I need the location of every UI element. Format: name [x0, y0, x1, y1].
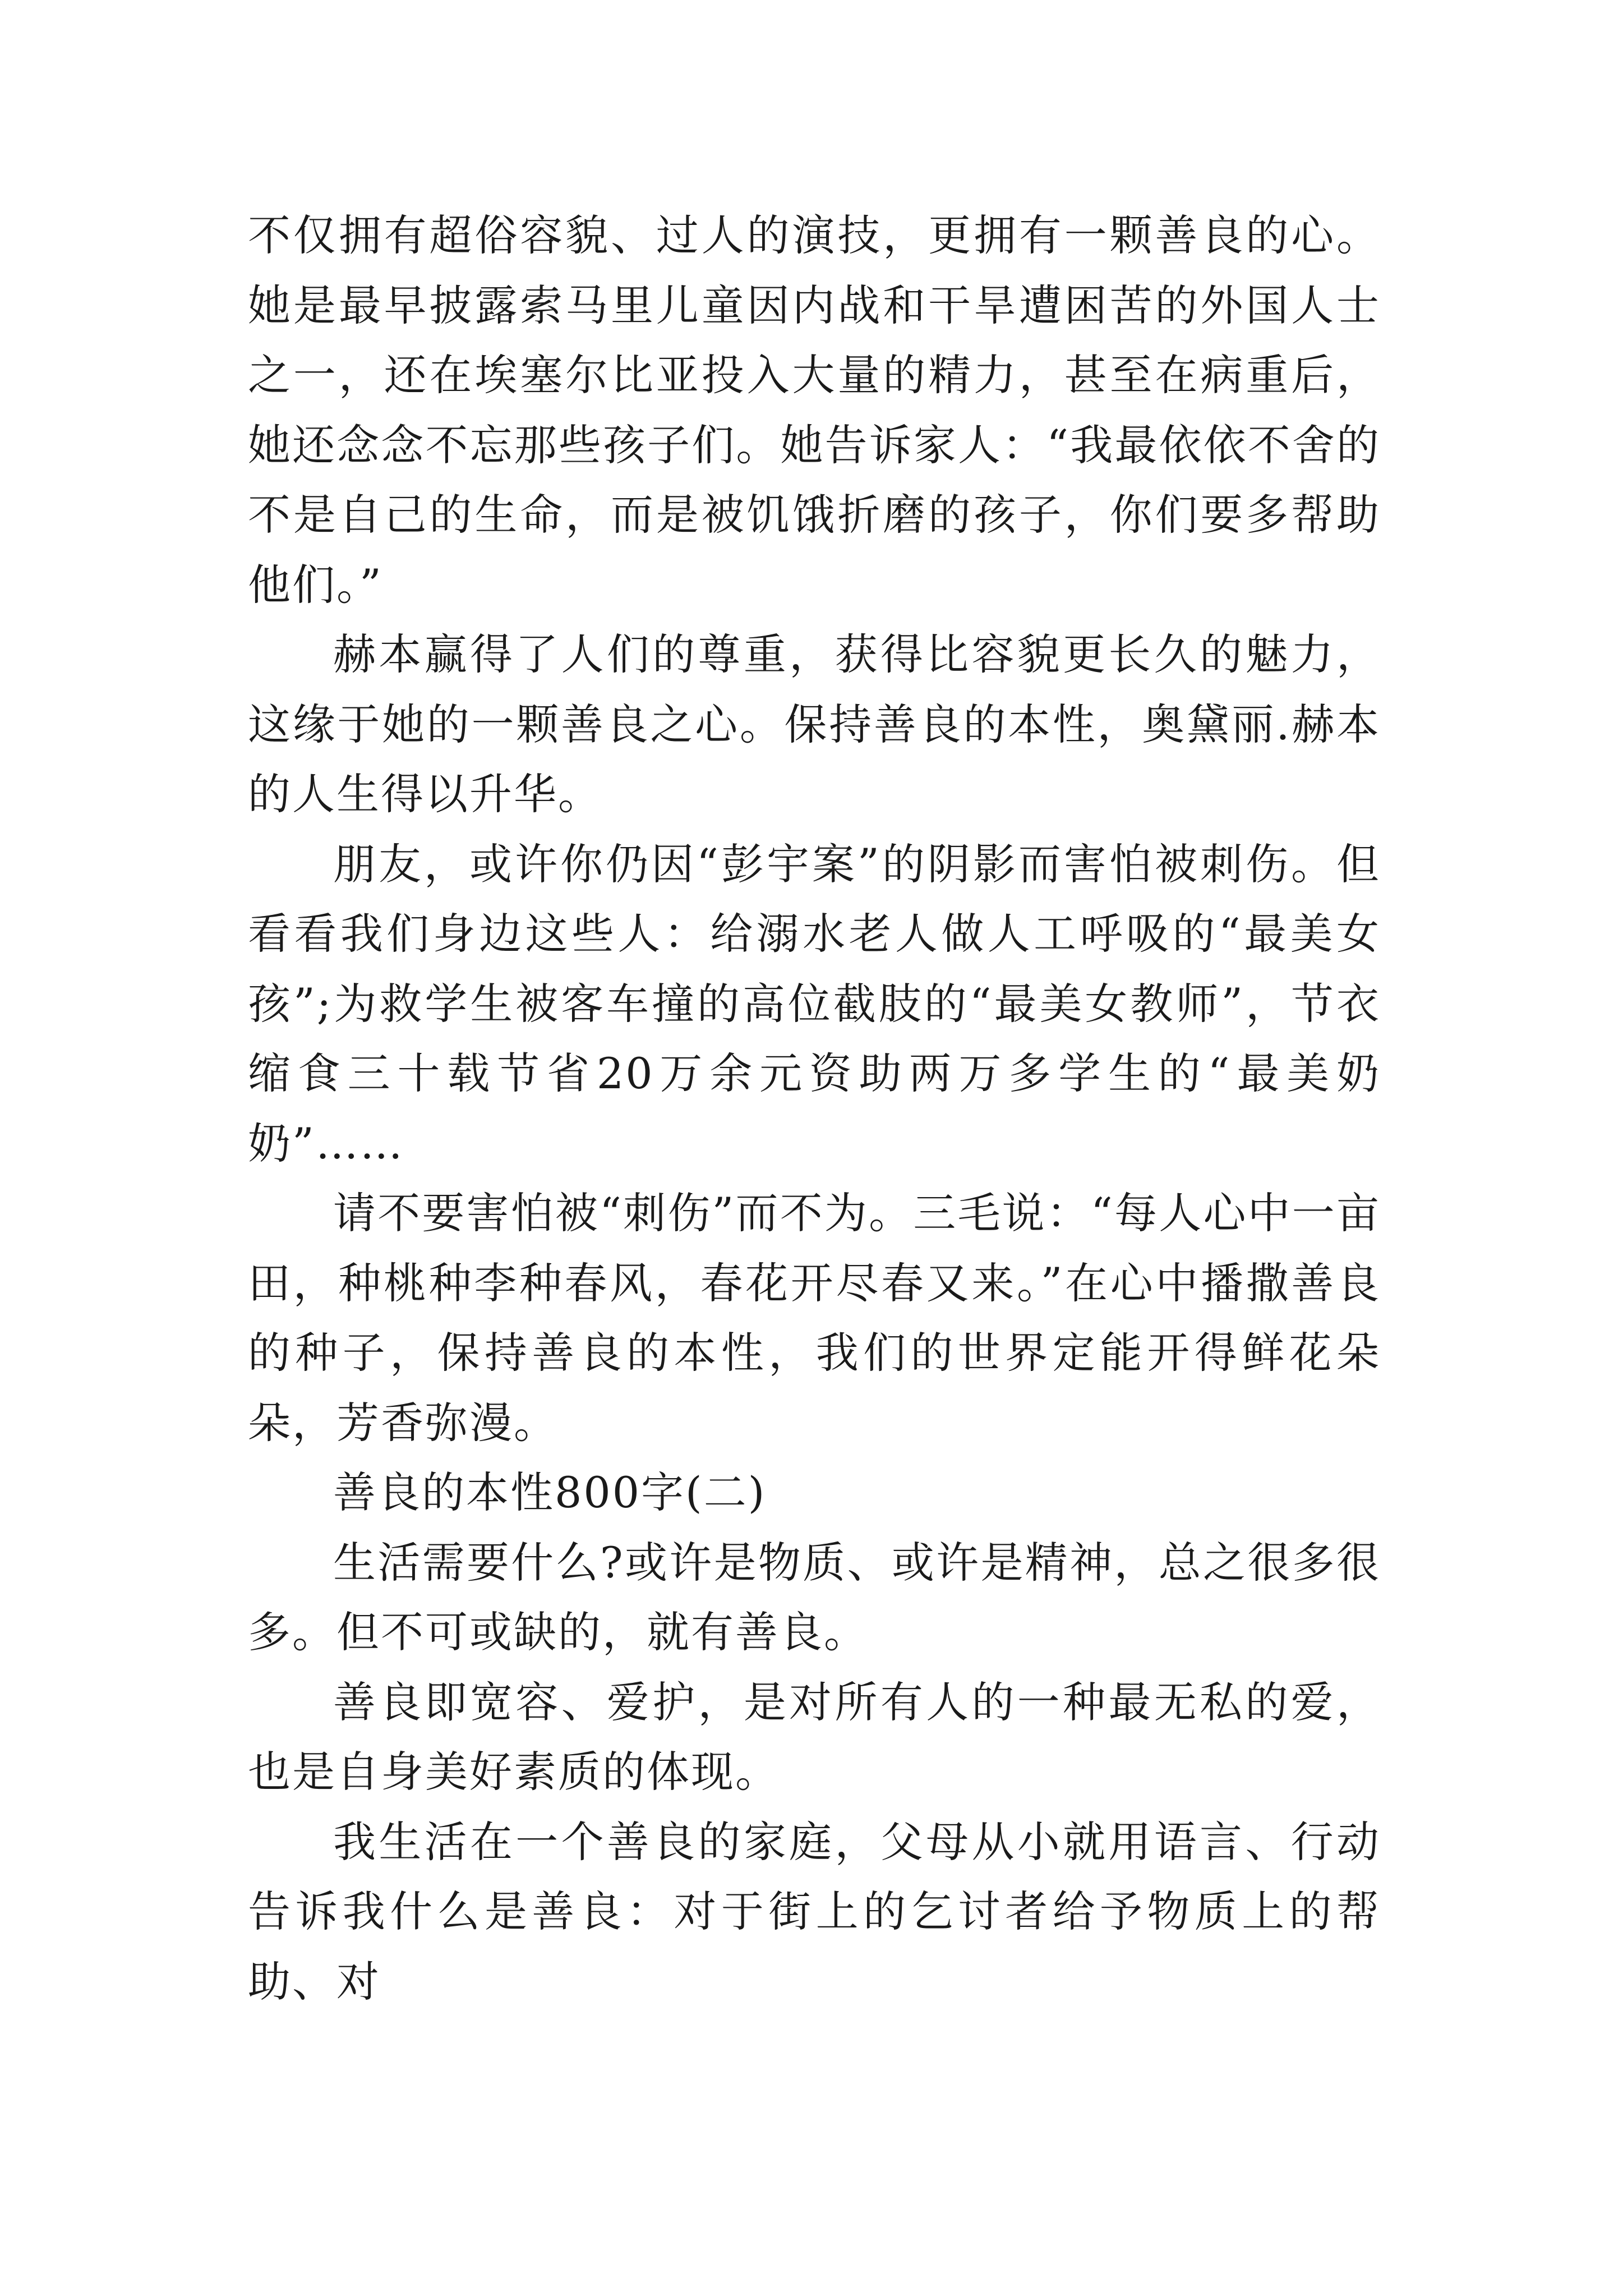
- paragraph: 赫本赢得了人们的尊重，获得比容貌更长久的魅力，这缘于她的一颗善良之心。保持善良的本性，奥黛丽.赫本的人生得以升华。: [248, 629, 1381, 819]
- paragraph: 不仅拥有超俗容貌、过人的演技，更拥有一颗善良的心。她是最早披露索马里儿童因内战和干旱遭困苦的外国人士之一，还在埃塞尔比亚投入大量的精力，甚至在病重后，她还念念不忘那些孩子们。她告诉家人：“我最依依不舍的不是自己的生命，而是被饥饿折磨的孩子，你们要多帮助他们。”: [248, 210, 1381, 610]
- body-text: [248, 201, 1381, 2017]
- paragraph: 生活需要什么?或许是物质、或许是精神，总之很多很多。但不可或缺的，就有善良。: [248, 1537, 1381, 1657]
- section-heading: 善良的本性800字(二): [333, 1467, 767, 1517]
- paragraph: 请不要害怕被“刺伤”而不为。三毛说：“每人心中一亩田，种桃种李种春风，春花开尽春又来。”在心中播撒善良的种子，保持善良的本性，我们的世界定能开得鲜花朵朵，芳香弥漫。: [248, 1188, 1381, 1448]
- paragraph: 我生活在一个善良的家庭，父母从小就用语言、行动告诉我什么是善良：对于街上的乞讨者给予物质上的帮助、对: [248, 1816, 1381, 2007]
- paragraph: 朋友，或许你仍因“彭宇案”的阴影而害怕被刺伤。但看看我们身边这些人：给溺水老人做人工呼吸的“最美女孩”;为救学生被客车撞的高位截肢的“最美女教师”，节衣缩食三十载节省20万余元资助两万多学生的“最美奶奶”……: [248, 839, 1381, 1168]
- paragraph: 善良即宽容、爱护，是对所有人的一种最无私的爱，也是自身美好素质的体现。: [248, 1677, 1381, 1797]
